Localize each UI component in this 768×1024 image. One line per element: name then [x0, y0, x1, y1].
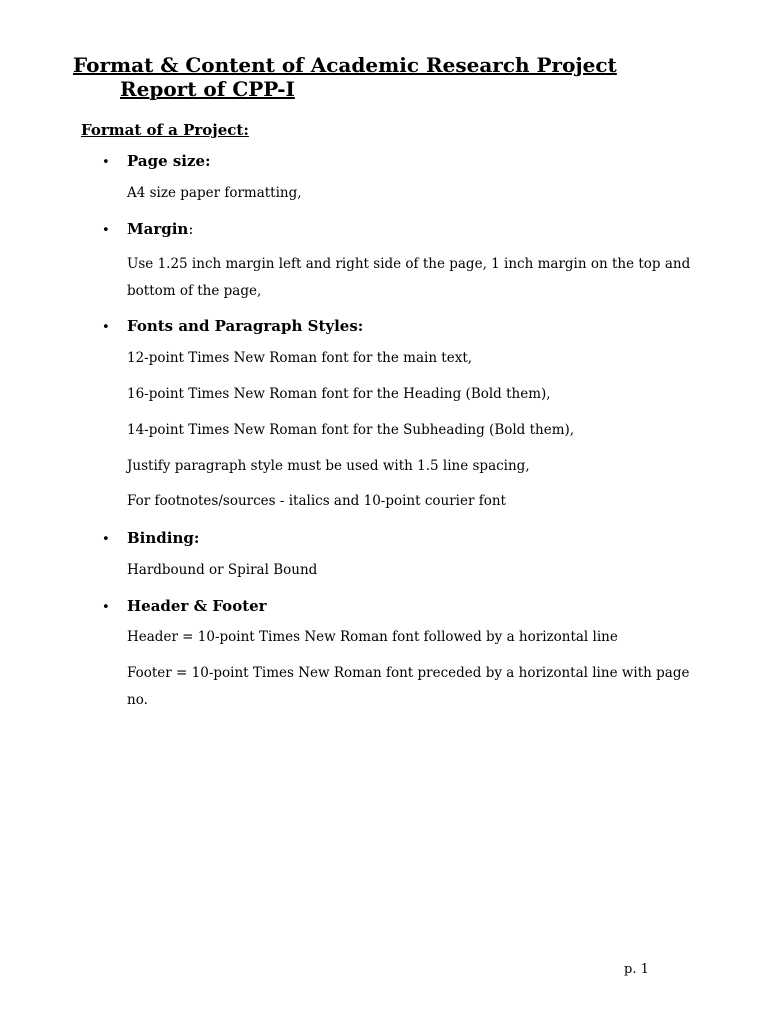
bullet-dot-icon: •: [102, 155, 110, 170]
bullet-item-fonts: [102, 316, 363, 338]
paragraph-fonts-heading: 16-point Times New Roman font for the Heading (Bold them),: [127, 386, 551, 402]
bullet-dot-icon: •: [102, 223, 110, 238]
paragraph-header: Header = 10-point Times New Roman font followed by a horizontal line: [127, 629, 618, 645]
section-heading: Format of a Project:: [81, 121, 249, 139]
bullet-label: Margin: [127, 220, 189, 238]
paragraph-binding: Hardbound or Spiral Bound: [127, 562, 318, 578]
bullet-dot-icon: •: [102, 320, 110, 335]
paragraph-fonts-main: 12-point Times New Roman font for the main text,: [127, 350, 473, 366]
paragraph-margin: Use 1.25 inch margin left and right side of the page, 1 inch margin on the top and bottom of the page,: [127, 256, 691, 299]
bullet-dot-icon: •: [102, 532, 110, 547]
bullet-label: Binding:: [127, 529, 200, 547]
paragraph-footer: Footer = 10-point Times New Roman font preceded by a horizontal line with page no.: [127, 665, 690, 708]
bullet-dot-icon: •: [102, 600, 110, 615]
paragraph-fonts-justify: Justify paragraph style must be used with 1.5 line spacing,: [127, 458, 530, 474]
bullet-item-header-footer: [102, 596, 267, 618]
paragraph-page-size: A4 size paper formatting,: [127, 185, 302, 201]
paragraph-fonts-subheading: 14-point Times New Roman font for the Subheading (Bold them),: [127, 422, 575, 438]
paragraph-fonts-footnotes: For footnotes/sources - italics and 10-point courier font: [127, 493, 506, 509]
bullet-label: Fonts and Paragraph Styles:: [127, 317, 364, 335]
bullet-item-margin: [102, 219, 193, 241]
document-title-line-2: Report of CPP-I: [120, 77, 295, 101]
bullet-item-binding: [102, 528, 199, 550]
page-number: p. 1: [624, 962, 649, 977]
bullet-label: Header & Footer: [127, 597, 267, 615]
bullet-suffix: :: [188, 220, 194, 238]
document-title-line-1: Format & Content of Academic Research Project: [73, 53, 617, 77]
bullet-label: Page size:: [127, 152, 211, 170]
bullet-item-page-size: [102, 151, 211, 173]
